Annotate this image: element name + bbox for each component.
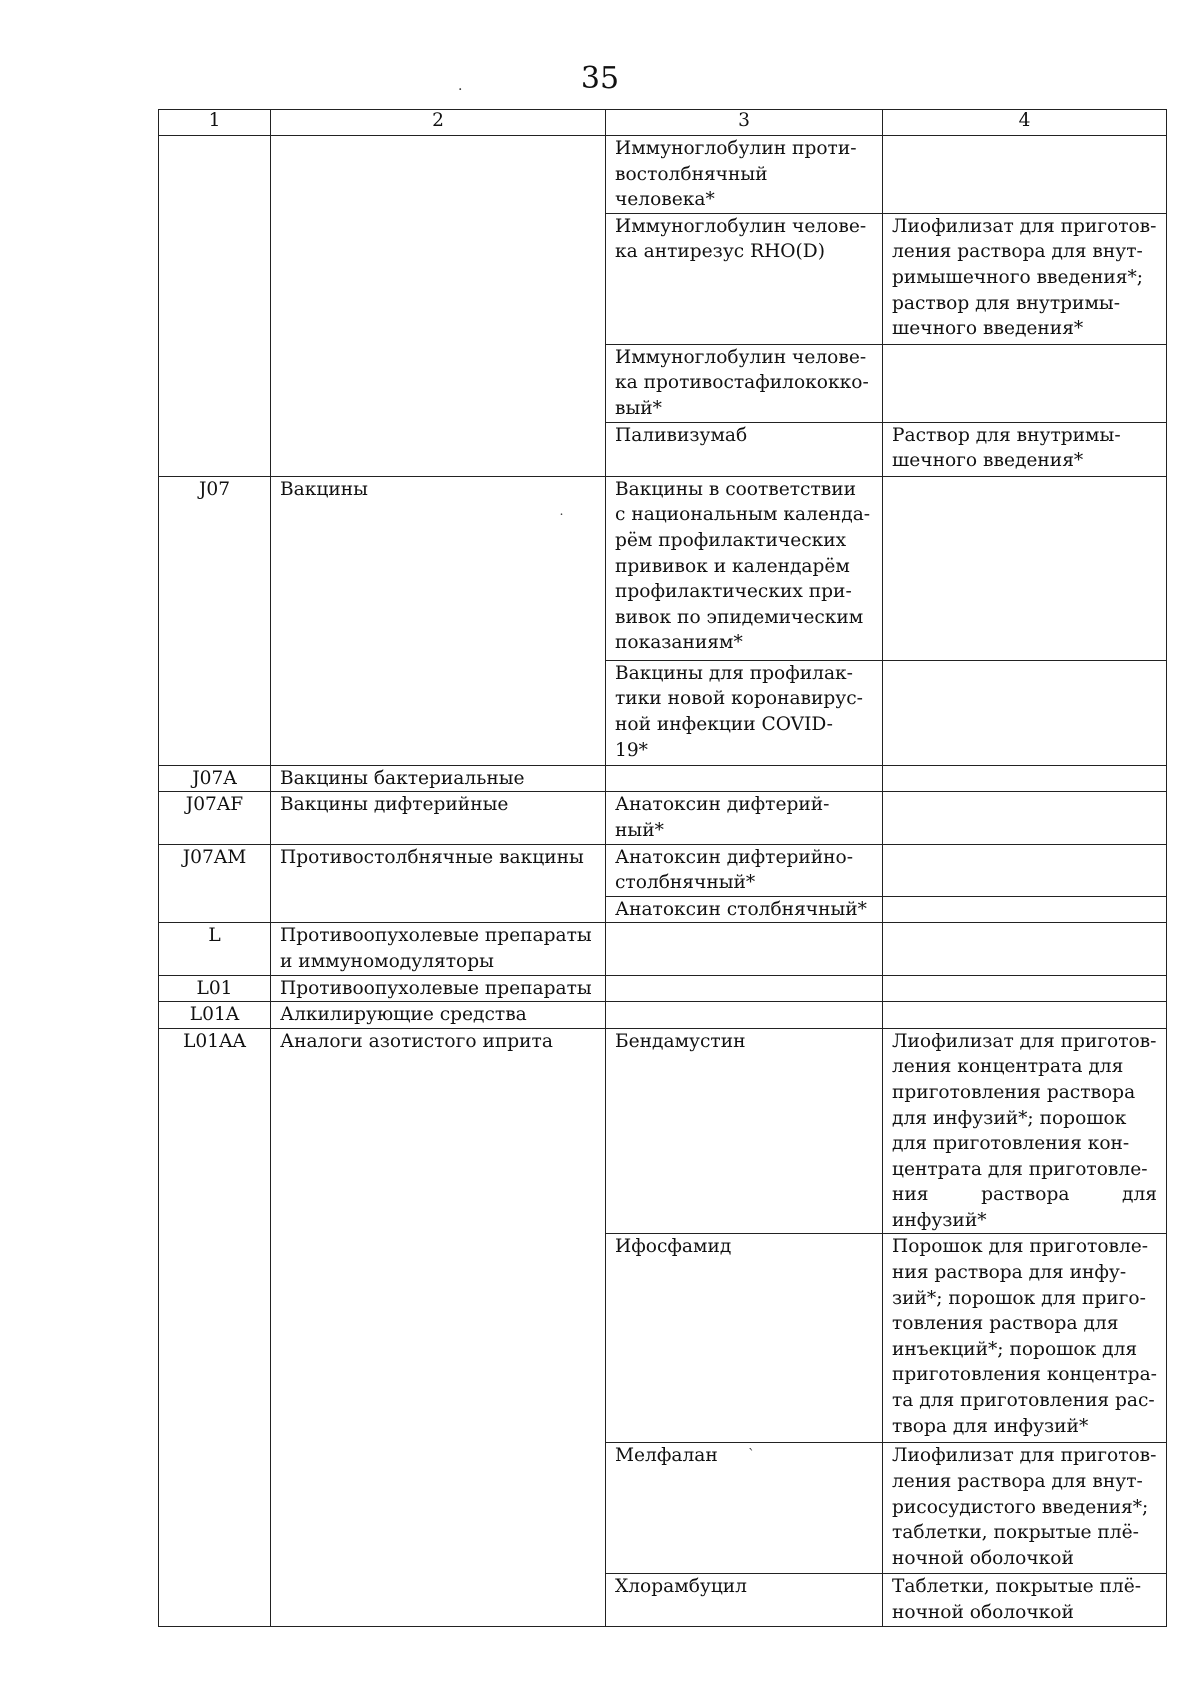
group-name-cell: Вакцины бактериальные	[271, 765, 606, 792]
atc-code-cell: L01A	[159, 1002, 271, 1029]
atc-code-cell: L01AA	[159, 1028, 271, 1626]
group-name-cell: Вакцины	[271, 476, 606, 765]
drug-name-cell: Анатоксин столбнячный*	[615, 898, 867, 920]
table-row	[159, 923, 1167, 975]
scan-mark: ˙	[558, 512, 565, 528]
atc-code-cell: J07AF	[159, 792, 271, 844]
group-name-cell: Аналоги азотистого иприта	[271, 1028, 606, 1626]
drug-name-cell: Анатоксин дифтерийно- столбнячный*	[615, 846, 854, 894]
scan-mark: `	[748, 1447, 755, 1463]
group-name-cell: Алкилирующие средства	[271, 1002, 606, 1029]
header-cell-2: 2	[271, 110, 606, 136]
table-row	[159, 476, 1167, 660]
header-cell-3: 3	[606, 110, 883, 136]
drug-name-cell: Иммуноглобулин челове- ка антирезус RHO(D)	[615, 215, 867, 263]
header-cell-1: 1	[159, 110, 271, 136]
drug-table	[158, 109, 1167, 1627]
drug-name-cell: Вакцины в соответствии с национальным календа- рём профилактических прививок и календарём профилактических при- вивок по эпидемическим показаниям*	[615, 478, 871, 654]
drug-name-cell: Бендамустин	[615, 1030, 746, 1052]
dosage-form-cell: Лиофилизат для приготов- ления раствора для внут- рисосудистого введения*; таблетки, покрытые плё- ночной оболочкой	[892, 1445, 1157, 1569]
drug-name-cell: Анатоксин дифтерий- ный*	[615, 794, 830, 841]
group-name-cell	[271, 136, 606, 477]
header-cell-4: 4	[883, 110, 1167, 136]
group-name-cell: Противостолбнячные вакцины	[271, 844, 606, 923]
atc-code-cell: L	[159, 923, 271, 975]
group-name-cell: Противоопухолевые препараты и иммуномодуляторы	[280, 925, 592, 972]
dosage-form-cell: Раствор для внутримы- шечного введения*	[892, 424, 1121, 472]
group-name-cell: Противоопухолевые препараты	[271, 975, 606, 1002]
table-row	[159, 1028, 1167, 1234]
atc-code-cell: L01	[159, 975, 271, 1002]
table-row	[159, 975, 1167, 1002]
group-name-cell: Вакцины дифтерийные	[271, 792, 606, 844]
header-row	[159, 110, 1167, 136]
table-row	[159, 136, 1167, 214]
atc-code-cell: J07AM	[159, 844, 271, 923]
drug-name-cell: Мелфалан	[615, 1445, 718, 1467]
drug-name-cell: Хлорамбуцил	[615, 1576, 747, 1598]
table-row	[159, 844, 1167, 896]
atc-code-cell: J07A	[159, 765, 271, 792]
drug-name-cell: Ифосфамид	[615, 1236, 732, 1258]
scan-mark: .	[458, 78, 463, 94]
table-row	[159, 792, 1167, 844]
table-row	[159, 765, 1167, 792]
table-row	[159, 1002, 1167, 1029]
drug-name-cell: Паливизумаб	[615, 424, 748, 446]
dosage-form-cell: Порошок для приготовле- ния раствора для инфу- зий*; порошок для приго- товления раствора для инъекций*; порошок для приготовления концентра- та для приготовления рас- твора для инфузий*	[892, 1236, 1157, 1437]
dosage-form-cell: Лиофилизат для приготов- ления раствора для внут- римышечного введения*; раствор для внутримы- шечного введения*	[892, 215, 1157, 340]
drug-name-cell: Иммуноглобулин челове- ка противостафилококко- вый*	[615, 346, 869, 419]
drug-name-cell: Иммуноглобулин проти- востолбнячный человека*	[615, 138, 857, 211]
page-number: 35	[580, 61, 620, 96]
atc-code-cell: J07	[159, 476, 271, 765]
atc-code-cell	[159, 136, 271, 477]
drug-name-cell: Вакцины для профилак- тики новой коронавирус- ной инфекции COVID- 19*	[615, 662, 863, 761]
dosage-form-cell: Таблетки, покрытые плё- ночной оболочкой	[892, 1576, 1142, 1624]
dosage-form-cell: Лиофилизат для приготов- ления концентрата для приготовления раствора для инфузий*; порошок для приготовления кон- центрата для приготовле- ния раствора для инфузий*	[892, 1030, 1157, 1231]
